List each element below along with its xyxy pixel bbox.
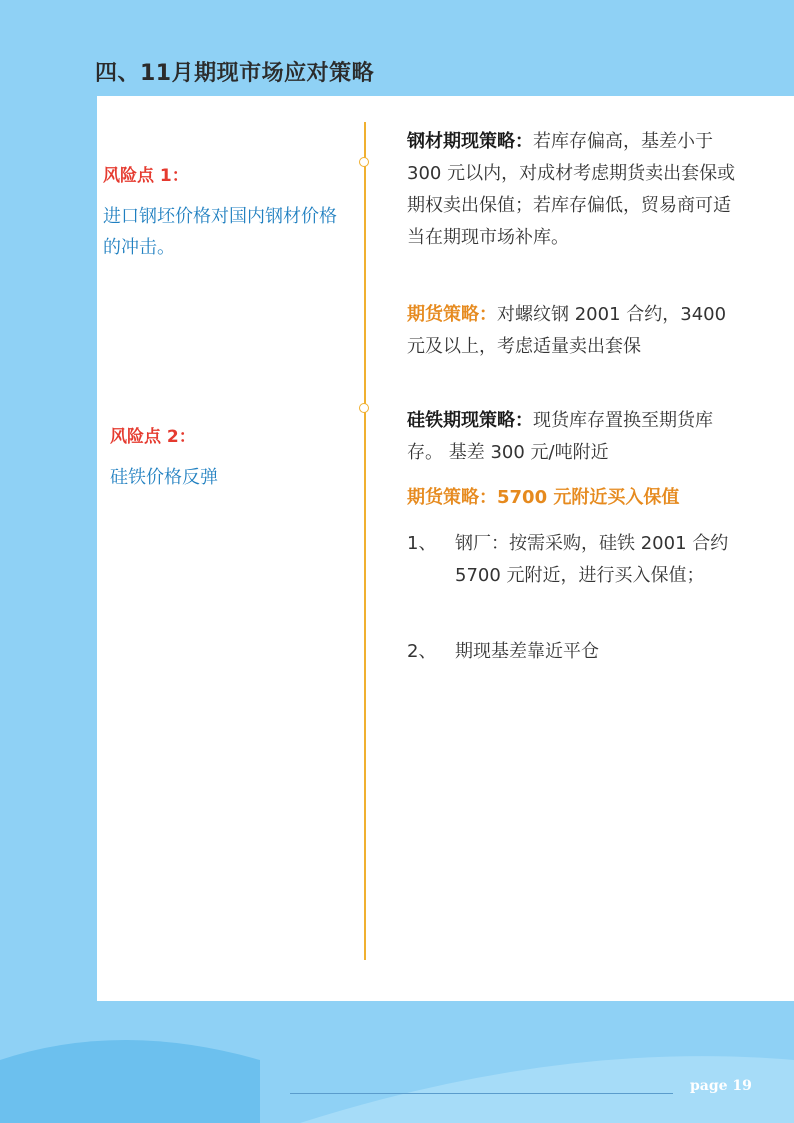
risk-2-label: 风险点 2： [110, 427, 196, 447]
page-heading: 四、11月期现市场应对策略 [95, 61, 375, 86]
risk-1-label: 风险点 1： [103, 166, 189, 186]
list-item-text: 钢厂：按需采购，硅铁 2001 合约 5700 元附近，进行买入保值； [455, 533, 729, 586]
timeline-node-2 [359, 403, 369, 413]
steel-futures-strategy [407, 299, 737, 375]
list-item [407, 636, 737, 670]
steel-futures-title: 期货策略： [407, 304, 497, 325]
risk-1-description: 进口钢坯价格对国内钢材价格的冲击。 [103, 206, 337, 258]
page-number: page 19 [690, 1078, 752, 1094]
steel-strategy-text: 若库存偏高，基差小于 300 元以内，对成材考虑期货卖出套保或期权卖出保值；若库存偏低，贸易商可适当在期现市场补库。 [407, 131, 736, 248]
steel-strategy-title: 钢材期现策略： [407, 131, 533, 152]
timeline-node-1 [359, 157, 369, 167]
risk-2-description: 硅铁价格反弹 [110, 467, 218, 488]
list-item [407, 528, 737, 628]
steel-strategy [407, 126, 737, 254]
list-item-number: 2、 [407, 641, 437, 662]
list-item-text: 期现基差靠近平仓 [455, 641, 599, 662]
list-item-number: 1、 [407, 533, 437, 554]
ferrosilicon-futures-strategy: 期货策略：5700 元附近买入保值 [407, 487, 680, 508]
ferrosilicon-strategy-text: 现货库存置换至期货库存。 基差 300 元/吨附近 [407, 410, 713, 463]
ferrosilicon-strategy-title: 硅铁期现策略： [407, 410, 533, 431]
steel-futures-text: 对螺纹钢 2001 合约，3400 元及以上，考虑适量卖出套保 [407, 304, 727, 357]
footer-divider [290, 1093, 673, 1094]
timeline-line [364, 122, 366, 960]
ferrosilicon-strategy [407, 405, 737, 469]
